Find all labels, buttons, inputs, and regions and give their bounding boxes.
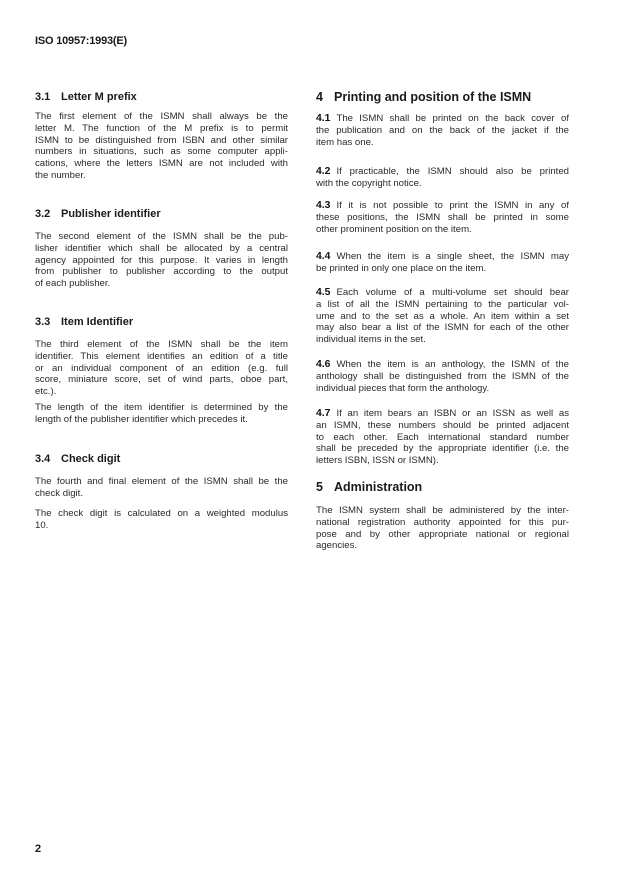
text-line bbox=[316, 334, 569, 346]
paragraph bbox=[316, 113, 569, 148]
section-heading bbox=[316, 480, 422, 494]
line-text: of each publisher. bbox=[35, 278, 111, 290]
document-header: ISO 10957:1993(E) bbox=[35, 35, 127, 47]
line-text: lisher identifier which shall be allocated by a central bbox=[35, 242, 288, 254]
text-line bbox=[316, 200, 569, 212]
line-text: 10. bbox=[35, 519, 49, 531]
text-line bbox=[35, 266, 288, 278]
line-text: check digit. bbox=[35, 487, 83, 499]
line-text: etc.). bbox=[35, 386, 57, 398]
text-line bbox=[316, 443, 569, 455]
section-heading bbox=[35, 453, 120, 465]
line-text: with the copyright notice. bbox=[316, 177, 422, 189]
line-text: The fourth and final element of the ISMN shall be the bbox=[35, 476, 288, 487]
line-text: letter M. The function of the M prefix is to permit bbox=[35, 122, 288, 134]
line-text: length of the publisher identifier which precedes it. bbox=[35, 413, 248, 425]
section-title: Publisher identifier bbox=[61, 208, 161, 220]
section-number: 5 bbox=[316, 480, 323, 494]
section-number: 4 bbox=[316, 90, 323, 104]
line-text: identifier. This element identifies an edition of a title bbox=[35, 350, 288, 362]
paragraph bbox=[316, 505, 569, 552]
text-line bbox=[35, 135, 288, 147]
line-text: these positions, the ISMN shall be printed in some bbox=[316, 211, 569, 223]
line-text: individual pieces that form the anthology. bbox=[316, 382, 490, 394]
line-text: When the item is a single sheet, the ISMN may bbox=[336, 251, 569, 262]
text-line bbox=[35, 414, 288, 426]
text-line bbox=[316, 529, 569, 541]
text-line bbox=[316, 420, 569, 432]
text-line bbox=[35, 351, 288, 363]
line-text: The length of the item identifier is determined by the bbox=[35, 402, 288, 413]
text-line bbox=[316, 224, 569, 236]
text-line bbox=[35, 243, 288, 255]
paragraph bbox=[316, 200, 569, 235]
line-text: to each other. Each international standard number bbox=[316, 431, 569, 443]
section-title: Administration bbox=[334, 480, 423, 494]
line-text: the publication and on the back of the jacket if the bbox=[316, 124, 569, 136]
text-line bbox=[35, 146, 288, 158]
line-text: pose and by other appropriate national or regional bbox=[316, 528, 569, 540]
section-heading bbox=[35, 91, 137, 103]
text-line bbox=[35, 386, 288, 398]
text-line bbox=[35, 278, 288, 290]
line-text: The ISMN system shall be administered by the inter- bbox=[316, 505, 569, 516]
text-line bbox=[35, 231, 288, 243]
section-number: 3.2 bbox=[35, 208, 51, 220]
text-line bbox=[35, 402, 288, 414]
text-line bbox=[316, 505, 569, 517]
paragraph bbox=[35, 508, 288, 532]
line-text: agencies. bbox=[316, 540, 358, 552]
line-text: item has one. bbox=[316, 136, 374, 148]
paragraph bbox=[316, 359, 569, 394]
text-line bbox=[35, 363, 288, 375]
line-text: Each volume of a multi-volume set should bear bbox=[336, 287, 569, 298]
clause-number: 4.4 bbox=[316, 251, 331, 262]
paragraph bbox=[35, 339, 288, 398]
paragraph bbox=[35, 231, 288, 290]
text-line bbox=[316, 383, 569, 395]
section-heading bbox=[316, 90, 531, 104]
paragraph bbox=[316, 251, 569, 275]
text-line bbox=[316, 113, 569, 125]
text-line bbox=[316, 125, 569, 137]
section-title: Check digit bbox=[61, 453, 121, 465]
line-text: other prominent position on the item. bbox=[316, 223, 472, 235]
text-line bbox=[35, 374, 288, 386]
line-text: letters ISBN, ISSN or ISMN). bbox=[316, 455, 439, 467]
text-line bbox=[316, 287, 569, 299]
paragraph bbox=[35, 476, 288, 500]
paragraph bbox=[316, 408, 569, 467]
line-text: If an item bears an ISBN or an ISSN as well as bbox=[336, 408, 569, 419]
line-text: ISMN to be distinguished from ISBN and other similar bbox=[35, 134, 288, 146]
line-text: from publisher to publisher according to the output bbox=[35, 266, 288, 278]
text-line bbox=[316, 359, 569, 371]
section-title: Printing and position of the ISMN bbox=[334, 90, 532, 104]
clause-number: 4.2 bbox=[316, 166, 331, 177]
line-text: score, miniature score, set of wind parts, oboe part, bbox=[35, 374, 288, 386]
section-heading bbox=[35, 208, 161, 220]
section-heading bbox=[35, 316, 133, 328]
line-text: be printed in only one place on the item. bbox=[316, 262, 487, 274]
clause-number: 4.5 bbox=[316, 287, 331, 298]
section-title: Letter M prefix bbox=[61, 91, 137, 103]
text-line bbox=[316, 299, 569, 311]
line-text: If it is not possible to print the ISMN in any of bbox=[336, 200, 569, 211]
paragraph bbox=[316, 166, 569, 190]
line-text: individual items in the set. bbox=[316, 334, 426, 346]
line-text: If practicable, the ISMN should also be printed bbox=[336, 166, 569, 177]
line-text: a list of all the ISMN pertaining to the particular vol- bbox=[316, 298, 569, 310]
text-line bbox=[35, 339, 288, 351]
line-text: the number. bbox=[35, 169, 86, 181]
clause-number: 4.3 bbox=[316, 200, 331, 211]
text-line bbox=[316, 371, 569, 383]
text-line bbox=[316, 166, 569, 178]
text-line bbox=[35, 255, 288, 267]
line-text: national registration authority appointed for this pur- bbox=[316, 516, 569, 528]
line-text: cations, where the letters ISMN are not included with bbox=[35, 158, 288, 170]
line-text: When the item is an anthology, the ISMN of the bbox=[336, 359, 569, 370]
text-line bbox=[316, 311, 569, 323]
section-number: 3.3 bbox=[35, 316, 51, 328]
line-text: The check digit is calculated on a weighted modulus bbox=[35, 508, 288, 519]
text-line bbox=[35, 158, 288, 170]
text-line bbox=[316, 517, 569, 529]
text-line bbox=[35, 111, 288, 123]
text-line bbox=[35, 520, 288, 532]
text-line bbox=[316, 212, 569, 224]
text-line bbox=[35, 488, 288, 500]
text-line bbox=[316, 137, 569, 149]
text-line bbox=[35, 170, 288, 182]
line-text: agency appointed for this purpose. It varies in length bbox=[35, 254, 288, 266]
line-text: The third element of the ISMN shall be the item bbox=[35, 339, 288, 350]
line-text: The first element of the ISMN shall always be the bbox=[35, 111, 288, 122]
text-line bbox=[316, 322, 569, 334]
line-text: The ISMN shall be printed on the back cover of bbox=[336, 113, 569, 124]
text-line bbox=[316, 178, 569, 190]
paragraph bbox=[35, 402, 288, 426]
page-number: 2 bbox=[35, 843, 42, 855]
section-title: Item Identifier bbox=[61, 316, 134, 328]
section-number: 3.1 bbox=[35, 91, 51, 103]
text-line bbox=[316, 540, 569, 552]
line-text: anthology shall be distinguished from the ISMN of the bbox=[316, 370, 569, 382]
text-line bbox=[316, 408, 569, 420]
text-line bbox=[35, 123, 288, 135]
section-number: 3.4 bbox=[35, 453, 51, 465]
text-line bbox=[316, 455, 569, 467]
paragraph bbox=[316, 287, 569, 346]
line-text: The second element of the ISMN shall be the pub- bbox=[35, 231, 288, 242]
text-line bbox=[35, 508, 288, 520]
line-text: shall be preceded by the appropriate identifier (i.e. the bbox=[316, 443, 569, 455]
line-text: an ISMN, these numbers should be printed adjacent bbox=[316, 419, 569, 431]
clause-number: 4.1 bbox=[316, 113, 331, 124]
text-line bbox=[316, 263, 569, 275]
line-text: ume and to the set as a whole. An item within a set bbox=[316, 310, 569, 322]
paragraph bbox=[35, 111, 288, 182]
text-line bbox=[316, 432, 569, 444]
text-line bbox=[316, 251, 569, 263]
line-text: numbers in situations, such as some computer appli- bbox=[35, 146, 288, 158]
clause-number: 4.7 bbox=[316, 408, 331, 419]
clause-number: 4.6 bbox=[316, 359, 331, 370]
line-text: may also bear a list of the ISMN for each of the other bbox=[316, 322, 569, 334]
line-text: or an individual component of an edition (e.g. full bbox=[35, 362, 288, 374]
text-line bbox=[35, 476, 288, 488]
